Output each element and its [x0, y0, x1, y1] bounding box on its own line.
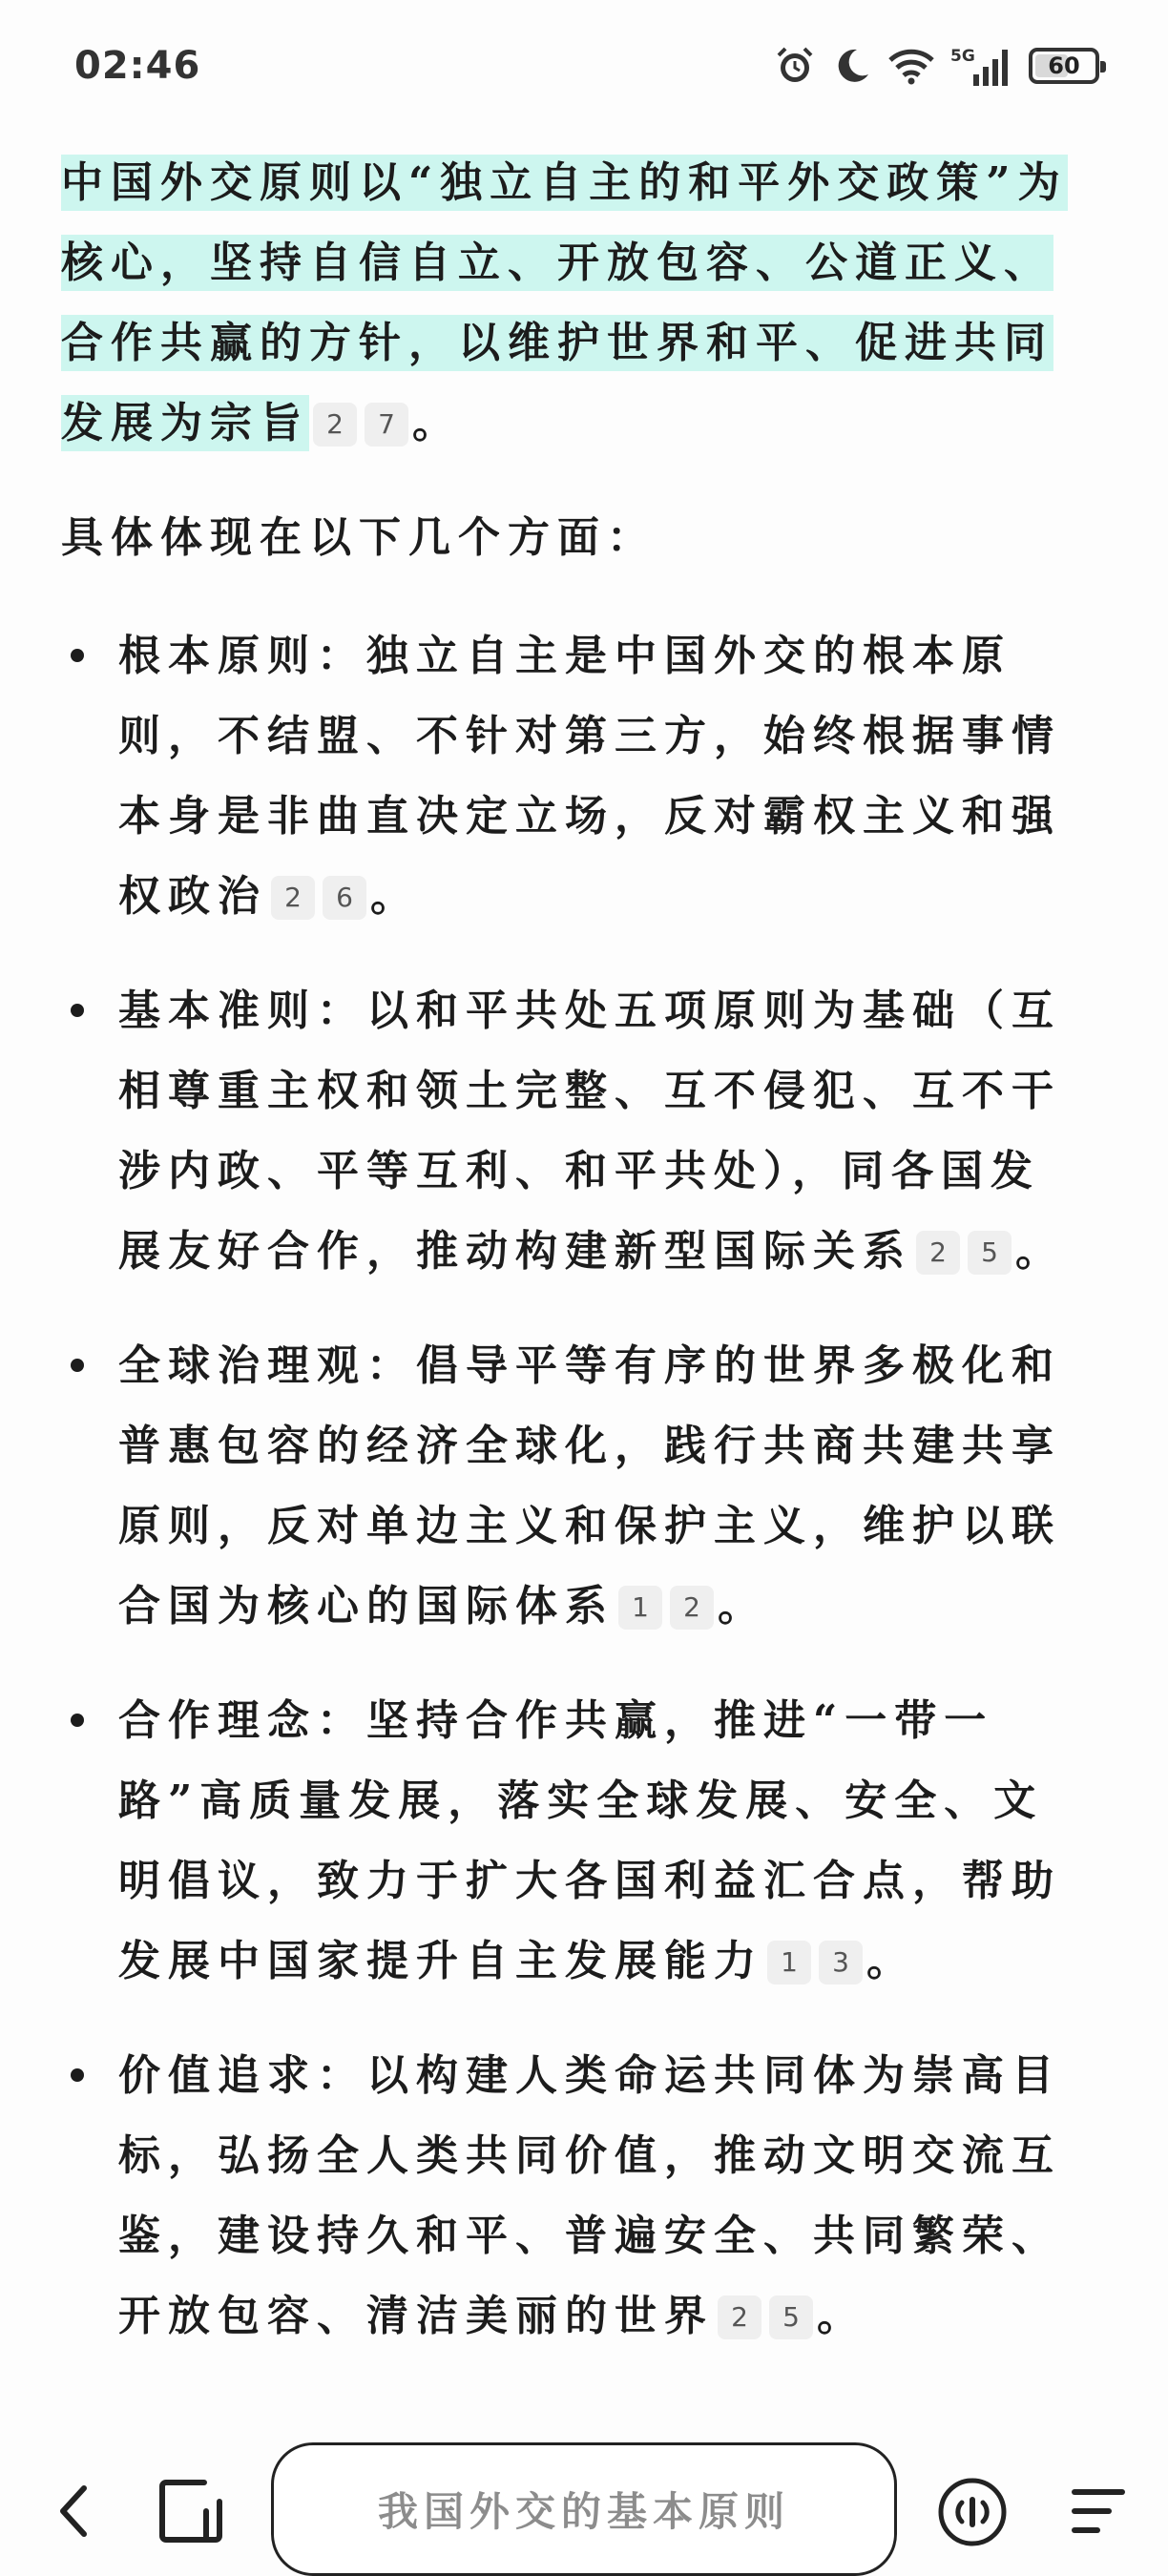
citation-badge[interactable]: 3: [819, 1941, 863, 1984]
list-item-text: 全球治理观：倡导平等有序的世界多极化和普惠包容的经济全球化，践行共商共建共享原则，反对单边主义和保护主义，维护以联合国为核心的国际体系: [118, 1341, 1061, 1631]
sentence-end: 。: [718, 1582, 767, 1631]
query-text: 我国外交的基本原则: [377, 2488, 790, 2535]
sentence-end: 。: [1015, 1227, 1065, 1276]
list-item: [61, 2036, 1073, 2357]
bottom-toolbar: [0, 2414, 1168, 2576]
alarm-icon: [773, 44, 817, 88]
sentence-end: 。: [370, 872, 420, 921]
battery-icon: [1029, 48, 1099, 84]
status-bar: [0, 0, 1168, 134]
status-time: 02:46: [74, 44, 201, 88]
network-type: 5G: [950, 47, 975, 66]
list-item: [61, 971, 1073, 1292]
menu-icon: [1069, 2524, 1126, 2542]
citation-badge[interactable]: 2: [313, 403, 357, 447]
wifi-icon: [887, 47, 935, 85]
answer-lead: [61, 143, 1073, 464]
answer-content: [61, 143, 1073, 2391]
signal-icon: [950, 44, 1013, 88]
sentence-end: 。: [866, 1937, 916, 1985]
tabs-button[interactable]: [156, 2477, 225, 2545]
sentence-end: 。: [412, 399, 462, 447]
citation-badge[interactable]: 2: [271, 876, 315, 920]
bullet: [71, 2068, 84, 2082]
citation-badge[interactable]: 7: [365, 403, 408, 447]
citation-badge[interactable]: 2: [670, 1586, 714, 1630]
tabs-icon: [156, 2531, 225, 2549]
voice-button[interactable]: [937, 2477, 1008, 2547]
list-item: [61, 616, 1073, 937]
list-item-text: 基本准则：以和平共处五项原则为基础（互相尊重主权和领土完整、互不侵犯、互不干涉内政、平等互利、和平共处），同各国发展友好合作，推动构建新型国际关系: [118, 987, 1061, 1276]
citation-badge[interactable]: 2: [916, 1231, 960, 1275]
battery-tip: [1100, 61, 1106, 73]
back-button[interactable]: [52, 2481, 97, 2542]
menu-button[interactable]: [1069, 2484, 1126, 2538]
sentence-end: 。: [817, 2292, 866, 2340]
moon-icon: [832, 46, 872, 86]
query-bar[interactable]: [271, 2442, 897, 2576]
citation-badge[interactable]: 1: [767, 1941, 811, 1984]
answer-intro: 具体体现在以下几个方面：: [61, 513, 657, 562]
bullet: [71, 1359, 84, 1372]
citation-badge[interactable]: 1: [618, 1586, 662, 1630]
citation-badge[interactable]: 5: [968, 1231, 1012, 1275]
battery-level: 60: [1048, 52, 1080, 79]
bullet: [71, 1004, 84, 1017]
list-item-text: 根本原则：独立自主是中国外交的根本原则，不结盟、不针对第三方，始终根据事情本身是非曲直决定立场，反对霸权主义和强权政治: [118, 632, 1061, 921]
citation-badge[interactable]: 2: [718, 2296, 761, 2339]
highlighted-summary: 中国外交原则以“独立自主的和平外交政策”为核心，坚持自信自立、开放包容、公道正义、合作共赢的方针，以维护世界和平、促进共同发展为宗旨: [61, 155, 1068, 451]
list-item-text: 价值追求：以构建人类命运共同体为崇高目标，弘扬全人类共同价值，推动文明交流互鉴，建设持久和平、普遍安全、共同繁荣、开放包容、清洁美丽的世界: [118, 2051, 1061, 2340]
citation-badge[interactable]: 6: [323, 876, 366, 920]
bullet: [71, 1714, 84, 1727]
list-item: [61, 1326, 1073, 1647]
principles-list: [61, 616, 1073, 2357]
status-icons: [773, 42, 1099, 90]
citation-badge[interactable]: 5: [769, 2296, 813, 2339]
back-icon: [52, 2527, 97, 2545]
list-item-text: 合作理念：坚持合作共赢，推进“一带一路”高质量发展，落实全球发展、安全、文明倡议，致力于扩大各国利益汇合点，帮助发展中国家提升自主发展能力: [118, 1696, 1061, 1985]
bullet: [71, 649, 84, 662]
list-item: [61, 1681, 1073, 2002]
voice-icon: [937, 2533, 1008, 2551]
